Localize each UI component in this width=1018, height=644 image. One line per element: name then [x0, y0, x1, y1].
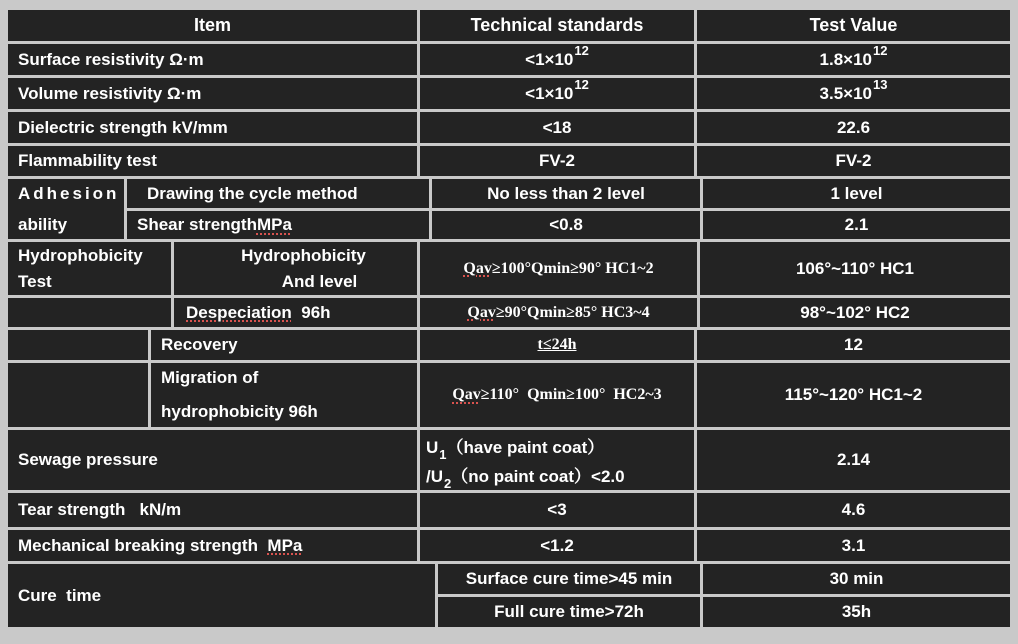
dielectric-val-text: 22.6 — [836, 117, 871, 137]
dielectric-std-text: <18 — [542, 117, 572, 137]
hydrophobicity-group-line2: Test — [18, 271, 52, 291]
header-standards-text: Technical standards — [470, 15, 644, 35]
hydrophobicity-group-line1: Hydrophobicity — [18, 245, 143, 265]
row-shear-label — [127, 211, 429, 239]
surface-label-text: Surface resistivity Ω·m — [18, 49, 204, 69]
sewage-std-u2: /U — [426, 467, 443, 486]
row-mechanical-value — [697, 530, 1010, 561]
row-cure-full-standard — [438, 597, 700, 627]
sewage-std-line2 — [426, 462, 625, 491]
row-cure-surface-value — [703, 564, 1010, 594]
shear-std-text: <0.8 — [549, 215, 583, 234]
volume-label-text: Volume resistivity Ω·m — [18, 83, 202, 103]
flammability-label-text: Flammability test — [18, 151, 157, 170]
mechanical-val-text: 3.1 — [841, 535, 866, 555]
cure-label-text: Cure time — [18, 585, 102, 605]
sewage-std-u2-sub: 2 — [444, 476, 452, 491]
level-val-text: 106°~110° HC1 — [795, 258, 915, 278]
row-level-value — [700, 242, 1010, 295]
sewage-label-text: Sewage pressure — [18, 450, 158, 469]
dielectric-label-text: Dielectric strength kV/mm — [18, 117, 228, 137]
volume-std-exp: 12 — [574, 77, 589, 92]
cure-surface-val-text: 30 min — [829, 569, 884, 588]
row-despeciation-value — [700, 298, 1010, 327]
sewage-std-line2-rest: （no paint coat）<2.0 — [451, 467, 625, 486]
surface-val-exp: 12 — [873, 43, 888, 58]
row-mechanical-label — [8, 530, 417, 561]
row-tear-value — [697, 493, 1010, 527]
adhesion-group-line2: ability — [18, 214, 68, 234]
row-migration-value — [697, 363, 1010, 427]
adhesion-group-label — [8, 179, 124, 239]
migration-label-line2: hydrophobicity 96h — [161, 402, 318, 421]
row-dielectric-label — [8, 112, 417, 143]
migration-std-qav: Qav — [452, 386, 481, 403]
row-shear-standard — [432, 211, 700, 239]
recovery-label-text: Recovery — [161, 335, 238, 354]
despeciation-std-rest: ≥90°Qmin≥85° HC3~4 — [495, 303, 650, 321]
surface-val-base: 1.8×10 — [819, 49, 872, 69]
row-migration-standard — [420, 363, 694, 427]
row-sewage-label — [8, 430, 417, 490]
row-cure-label — [8, 564, 435, 627]
despeciation-label-mark: Despeciation — [186, 302, 292, 322]
surface-std-exp: 12 — [574, 43, 589, 58]
row-drawing-standard — [432, 179, 700, 208]
volume-val-base: 3.5×10 — [819, 83, 872, 103]
sewage-std-u1: U — [426, 438, 439, 457]
migration-val-text: 115°~120° HC1~2 — [784, 385, 923, 404]
despeciation-blank-cell — [8, 298, 171, 327]
despeciation-val-text: 98°~102° HC2 — [800, 302, 910, 322]
row-flammability-value — [697, 146, 1010, 176]
row-dielectric-value — [697, 112, 1010, 143]
row-surface-value — [697, 44, 1010, 75]
flammability-std-text: FV-2 — [539, 151, 575, 170]
row-dielectric-standard — [420, 112, 694, 143]
row-cure-full-value — [703, 597, 1010, 627]
recovery-val-text: 12 — [844, 335, 863, 354]
row-despeciation-label — [174, 298, 417, 327]
row-surface-label — [8, 44, 417, 75]
row-tear-label — [8, 493, 417, 527]
mechanical-std-text: <1.2 — [540, 535, 574, 555]
row-migration-label — [151, 363, 417, 427]
header-technical-standards — [420, 10, 694, 41]
migration-std-rest: ≥110° Qmin≥100° HC2~3 — [480, 386, 662, 403]
row-drawing-value — [703, 179, 1010, 208]
row-flammability-standard — [420, 146, 694, 176]
header-test-value — [697, 10, 1010, 41]
tear-label-text: Tear strength kN/m — [18, 500, 182, 519]
mechanical-label-unit: MPa — [267, 535, 303, 555]
drawing-val-text: 1 level — [830, 183, 883, 203]
row-surface-standard — [420, 44, 694, 75]
sewage-std-line1-rest: （have paint coat） — [446, 438, 605, 457]
row-tear-standard — [420, 493, 694, 527]
row-recovery-value — [697, 330, 1010, 360]
row-level-standard — [420, 242, 697, 295]
adhesion-group-line1: Adhesion — [18, 183, 120, 203]
mechanical-label-pre: Mechanical breaking strength — [18, 535, 268, 555]
recovery-std-text: t≤24h — [537, 336, 577, 353]
row-volume-label — [8, 78, 417, 109]
row-sewage-value — [697, 430, 1010, 490]
migration-blank-cell — [8, 363, 148, 427]
migration-label-line1: Migration of — [161, 368, 259, 387]
row-sewage-standard — [420, 430, 694, 490]
header-item-text: Item — [193, 15, 231, 35]
sewage-std-line1 — [426, 433, 605, 462]
drawing-label-text: Drawing the cycle method — [147, 183, 358, 203]
header-value-text: Test Value — [809, 15, 898, 35]
cure-full-std-text: Full cure time>72h — [494, 602, 644, 621]
surface-std-base: <1×10 — [525, 49, 574, 69]
row-despeciation-standard — [420, 298, 697, 327]
despeciation-std-qav: Qav — [467, 303, 496, 321]
sewage-val-text: 2.14 — [836, 450, 871, 469]
row-recovery-standard — [420, 330, 694, 360]
tear-val-text: 4.6 — [841, 500, 866, 519]
sewage-std-u1-sub: 1 — [439, 447, 447, 462]
shear-val-text: 2.1 — [844, 215, 869, 234]
volume-val-exp: 13 — [873, 77, 888, 92]
row-level-label — [174, 242, 417, 295]
drawing-std-text: No less than 2 level — [487, 183, 645, 203]
hydrophobicity-group-label — [8, 242, 171, 295]
cure-surface-std-text: Surface cure time>45 min — [465, 569, 673, 588]
despeciation-label-rest: 96h — [291, 302, 331, 322]
cure-full-val-text: 35h — [841, 602, 872, 621]
row-shear-value — [703, 211, 1010, 239]
level-std-rest: ≥100°Qmin≥90° HC1~2 — [491, 259, 654, 277]
level-std-qav: Qav — [463, 259, 492, 277]
flammability-val-text: FV-2 — [835, 151, 872, 170]
row-flammability-label — [8, 146, 417, 176]
tear-std-text: <3 — [547, 500, 567, 519]
header-item — [8, 10, 417, 41]
row-volume-standard — [420, 78, 694, 109]
row-cure-surface-standard — [438, 564, 700, 594]
row-mechanical-standard — [420, 530, 694, 561]
row-drawing-label — [127, 179, 429, 208]
volume-std-base: <1×10 — [525, 83, 574, 103]
level-label-line1: Hydrophobicity — [241, 245, 366, 265]
row-recovery-label — [151, 330, 417, 360]
row-volume-value — [697, 78, 1010, 109]
shear-label-unit: MPa — [256, 215, 292, 234]
shear-label-pre: Shear strength — [137, 215, 257, 234]
recovery-blank-cell — [8, 330, 148, 360]
level-label-line2: And level — [281, 271, 358, 291]
